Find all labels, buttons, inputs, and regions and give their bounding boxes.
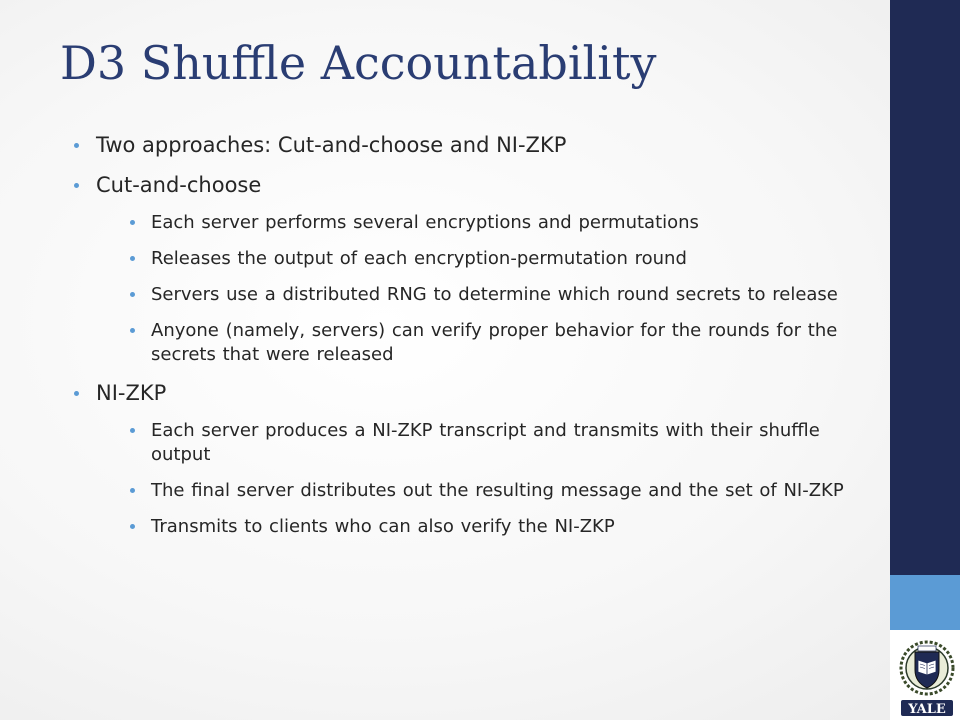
sub-bullet-text: Servers use a distributed RNG to determine which round secrets to release (151, 284, 838, 305)
sub-bullet-item (96, 319, 852, 367)
sidebar-light-band (890, 575, 960, 630)
sub-bullet-item (96, 515, 852, 539)
slide-title: D3 Shuffle Accountability (60, 36, 657, 90)
bullet-icon (74, 143, 79, 148)
bullet-icon (130, 256, 135, 261)
sub-bullet-text: Each server performs several encryptions and permutations (151, 212, 699, 233)
bullet-text: NI-ZKP (96, 381, 167, 405)
sub-bullet-item (96, 479, 852, 503)
sub-bullet-text: Transmits to clients who can also verify the NI-ZKP (151, 516, 615, 537)
bullet-item (72, 172, 852, 367)
sub-bullet-item (96, 419, 852, 467)
bullet-icon (74, 183, 79, 188)
bullet-text: Two approaches: Cut-and-choose and NI-ZKP (96, 133, 567, 157)
bullet-item (72, 132, 852, 159)
sub-bullet-text: The final server distributes out the resulting message and the set of NI-ZKP (151, 480, 844, 501)
bullet-icon (130, 488, 135, 493)
bullet-icon (130, 292, 135, 297)
sub-bullet-list (96, 211, 852, 367)
bullet-text: Cut-and-choose (96, 173, 262, 197)
sidebar-decoration (890, 0, 960, 720)
bullet-item (72, 380, 852, 539)
bullet-list (72, 132, 852, 539)
bullet-icon (130, 524, 135, 529)
yale-shield-logo-icon (897, 634, 957, 718)
sub-bullet-item (96, 247, 852, 271)
sidebar-dark-band (890, 0, 960, 575)
yale-logo-text: YALE (908, 702, 946, 717)
bullet-icon (74, 391, 79, 396)
sub-bullet-text: Anyone (namely, servers) can verify proper behavior for the rounds for the secrets that were released (151, 320, 838, 365)
bullet-icon (130, 328, 135, 333)
sub-bullet-text: Releases the output of each encryption-permutation round (151, 248, 687, 269)
sub-bullet-item (96, 211, 852, 235)
sub-bullet-text: Each server produces a NI-ZKP transcript and transmits with their shuffle output (151, 420, 820, 465)
sub-bullet-list (96, 419, 852, 539)
bullet-icon (130, 428, 135, 433)
slide-content (72, 132, 852, 552)
bullet-icon (130, 220, 135, 225)
sub-bullet-item (96, 283, 852, 307)
